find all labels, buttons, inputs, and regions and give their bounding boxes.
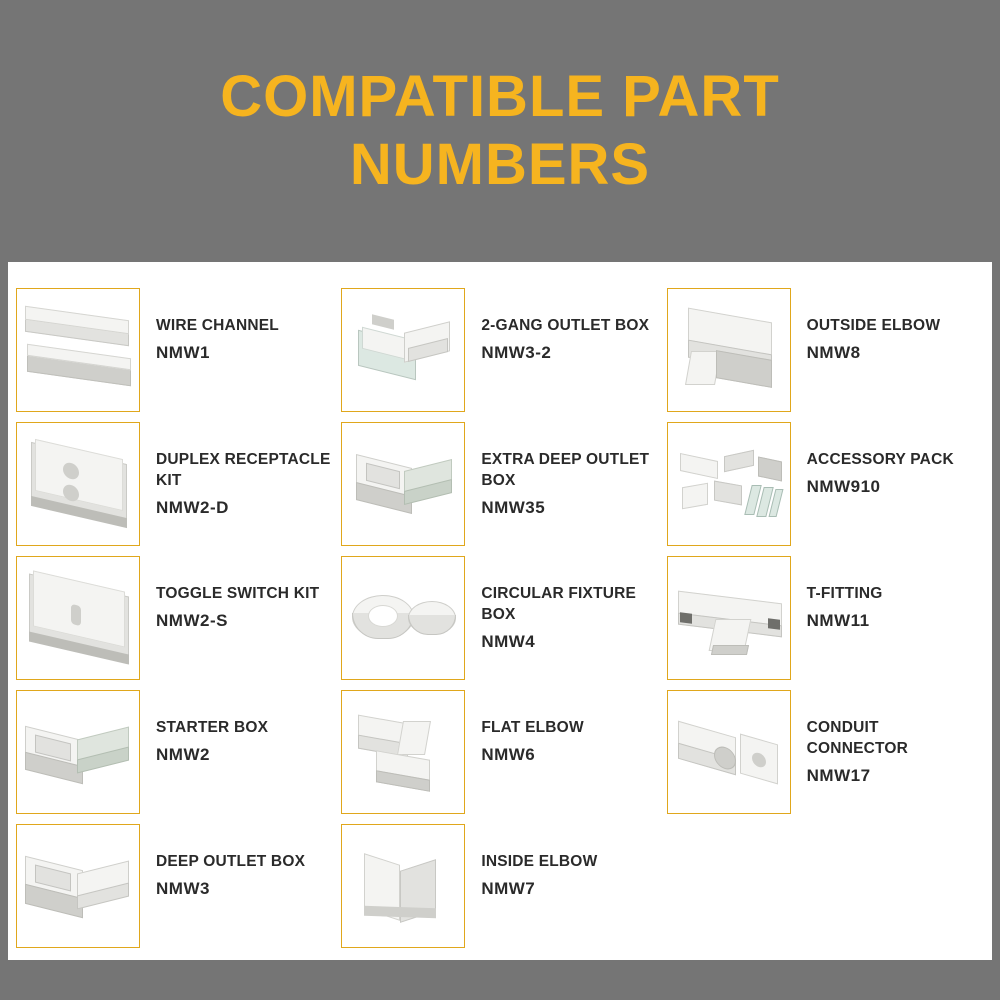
part-card-accessory-pack[interactable]	[667, 414, 984, 548]
part-number: NMW35	[481, 497, 546, 517]
part-name: ACCESSORY PACK	[806, 451, 954, 468]
part-number: NMW910	[806, 476, 881, 496]
page-title-line-1: COMPATIBLE PART	[220, 63, 780, 129]
part-labels	[140, 556, 319, 631]
toggle-switch-kit-icon	[16, 556, 140, 680]
part-number: NMW1	[156, 342, 210, 362]
part-name: DUPLEX RECEPTACLE KIT	[156, 451, 331, 489]
part-card-toggle-switch-kit[interactable]	[16, 548, 333, 682]
part-labels	[465, 824, 597, 899]
part-labels	[465, 556, 658, 652]
part-card-circular-fixture-box[interactable]	[341, 548, 658, 682]
part-card-starter-box[interactable]	[16, 682, 333, 816]
part-name: STARTER BOX	[156, 719, 269, 736]
left-edge-bar	[0, 262, 8, 960]
flat-elbow-icon	[341, 690, 465, 814]
parts-grid	[8, 272, 992, 952]
page-title-line-2: NUMBERS	[349, 132, 651, 197]
part-labels	[791, 288, 941, 363]
inside-elbow-icon	[341, 824, 465, 948]
part-number: NMW8	[806, 342, 861, 362]
part-number: NMW3	[156, 878, 210, 898]
part-name: T-FITTING	[806, 585, 883, 602]
part-number: NMW17	[806, 765, 871, 785]
part-number: NMW4	[481, 631, 536, 651]
deep-outlet-box-icon	[16, 824, 140, 948]
part-number: NMW6	[481, 744, 536, 764]
part-name: CONDUIT CONNECTOR	[806, 719, 909, 757]
part-name: EXTRA DEEP OUTLET BOX	[481, 451, 650, 489]
part-name: FLAT ELBOW	[481, 719, 584, 736]
accessory-pack-icon	[667, 422, 791, 546]
part-card-extra-deep-outlet-box[interactable]	[341, 414, 658, 548]
outside-elbow-icon	[667, 288, 791, 412]
part-labels	[140, 824, 305, 899]
part-number: NMW2-D	[156, 497, 229, 517]
part-card-2-gang-outlet-box[interactable]	[341, 280, 658, 414]
right-edge-bar	[992, 262, 1000, 960]
part-labels	[465, 288, 649, 363]
part-name: TOGGLE SWITCH KIT	[156, 585, 320, 602]
part-number: NMW2-S	[156, 610, 228, 630]
part-number: NMW11	[806, 610, 870, 630]
circular-fixture-box-icon	[341, 556, 465, 680]
part-labels	[140, 288, 279, 363]
part-labels	[791, 690, 984, 786]
wire-channel-icon	[16, 288, 140, 412]
part-card-t-fitting[interactable]	[667, 548, 984, 682]
duplex-receptacle-kit-icon	[16, 422, 140, 546]
part-name: OUTSIDE ELBOW	[806, 317, 941, 334]
part-labels	[140, 422, 333, 518]
part-card-outside-elbow[interactable]	[667, 280, 984, 414]
part-card-wire-channel[interactable]	[16, 280, 333, 414]
part-name: CIRCULAR FIXTURE BOX	[481, 585, 637, 623]
part-name: 2-GANG OUTLET BOX	[481, 317, 650, 334]
part-name: DEEP OUTLET BOX	[156, 853, 306, 870]
part-card-duplex-receptacle-kit[interactable]	[16, 414, 333, 548]
part-card-deep-outlet-box[interactable]	[16, 816, 333, 950]
conduit-connector-icon	[667, 690, 791, 814]
footer-bar	[0, 960, 1000, 1000]
page-header	[0, 0, 1000, 262]
part-card-inside-elbow[interactable]	[341, 816, 658, 950]
part-labels	[791, 556, 883, 631]
part-labels	[465, 690, 583, 765]
part-name: WIRE CHANNEL	[156, 317, 279, 334]
starter-box-icon	[16, 690, 140, 814]
part-card-flat-elbow[interactable]	[341, 682, 658, 816]
part-number: NMW3-2	[481, 342, 552, 362]
part-card-conduit-connector[interactable]	[667, 682, 984, 816]
part-number: NMW7	[481, 878, 536, 898]
two-gang-outlet-box-icon	[341, 288, 465, 412]
part-labels	[140, 690, 268, 765]
part-labels	[465, 422, 658, 518]
part-number: NMW2	[156, 744, 210, 764]
part-name: INSIDE ELBOW	[481, 853, 598, 870]
extra-deep-outlet-box-icon	[341, 422, 465, 546]
part-labels	[791, 422, 954, 497]
t-fitting-icon	[667, 556, 791, 680]
